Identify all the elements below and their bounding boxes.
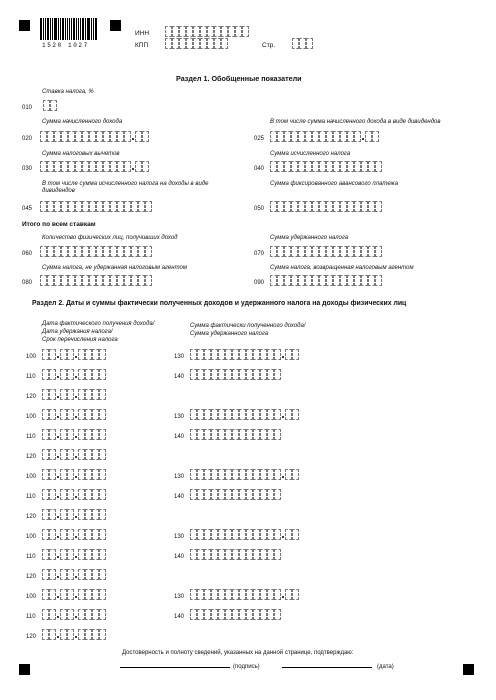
date-field-100-block-2[interactable] <box>42 409 106 421</box>
fixed-advance-field[interactable] <box>270 201 382 213</box>
code-130-block-1: 130 <box>174 354 185 360</box>
code-110-block-1: 110 <box>26 374 36 380</box>
code-120-block-5: 120 <box>26 634 37 640</box>
date-field-110-block-4[interactable] <box>42 549 106 561</box>
registration-marker-bottom-right <box>463 664 474 675</box>
code-110-block-3: 110 <box>26 494 36 500</box>
code-140-block-1: 140 <box>174 374 185 380</box>
date-field-100-block-1[interactable] <box>42 349 106 361</box>
sums-label-line1: Сумма фактически полученного дохода/ <box>190 323 306 329</box>
date-field-110-block-5[interactable] <box>42 609 106 621</box>
code-050: 050 <box>254 206 265 212</box>
income-sum-field-block-1[interactable] <box>190 349 299 361</box>
date-field-110-block-2[interactable] <box>42 429 106 441</box>
code-140-block-3: 140 <box>174 494 185 500</box>
sums-label-line2: Сумма удержанного налога <box>190 331 269 337</box>
withheld-tax-label: Сумма удержанного налога <box>270 235 349 241</box>
date-field-110-block-1[interactable] <box>42 369 106 381</box>
date-field-100-block-4[interactable] <box>42 529 106 541</box>
signature-line[interactable] <box>120 667 230 668</box>
calculated-tax-field[interactable] <box>270 161 382 173</box>
totals-title: Итого по всем ставкам <box>22 221 96 228</box>
persons-count-label: Количество физических лиц, получивших доход <box>42 235 178 241</box>
section2-title: Раздел 2. Даты и суммы фактически полученных доходов и удержанного налога на доходы физических лиц <box>32 300 407 307</box>
code-100-block-2: 100 <box>26 414 37 420</box>
date-field-120-block-1[interactable] <box>42 389 106 401</box>
calculated-tax-label: Сумма исчисленного налога <box>270 151 351 157</box>
registration-marker-bottom-left <box>19 664 30 675</box>
confirm-text: Достоверность и полноту сведений, указанных на данной странице, подтверждаю: <box>122 650 354 656</box>
deductions-field[interactable] <box>40 161 149 173</box>
kpp-field[interactable] <box>165 38 228 50</box>
not-withheld-field[interactable] <box>40 275 152 287</box>
code-030: 030 <box>22 166 33 172</box>
code-120-block-4: 120 <box>26 574 37 580</box>
code-140-block-4: 140 <box>174 554 185 560</box>
code-130-block-3: 130 <box>174 474 185 480</box>
code-120-block-1: 120 <box>26 394 37 400</box>
withheld-tax-field[interactable] <box>270 246 382 258</box>
code-080: 080 <box>22 280 33 286</box>
date-field-120-block-3[interactable] <box>42 509 106 521</box>
fixed-advance-label: Сумма фиксированного авансового платежа <box>270 181 399 187</box>
date-line[interactable] <box>282 667 372 668</box>
accrued-income-field[interactable] <box>40 131 149 143</box>
section1-title: Раздел 1. Обобщенные показатели <box>176 74 302 83</box>
deductions-label: Сумма налоговых вычетов <box>42 151 120 157</box>
date-field-120-block-5[interactable] <box>42 629 106 641</box>
dates-label-line3: Срок перечисления налога <box>42 337 118 343</box>
code-020: 020 <box>22 136 33 142</box>
dividends-income-label: В том числе сумма начисленного дохода в виде дивидендов <box>270 119 441 125</box>
dates-label-line2: Дата удержания налога/ <box>42 329 113 335</box>
tax-rate-field[interactable] <box>43 100 57 112</box>
code-100-block-1: 100 <box>26 354 37 360</box>
withheld-sum-field-block-3[interactable] <box>190 489 281 501</box>
persons-count-field[interactable] <box>40 246 152 258</box>
income-sum-field-block-4[interactable] <box>190 529 299 541</box>
code-025: 025 <box>254 136 265 142</box>
code-045: 045 <box>22 206 33 212</box>
date-field-120-block-2[interactable] <box>42 449 106 461</box>
code-110-block-2: 110 <box>26 434 36 440</box>
barcode-number: 1520 1027 <box>42 42 89 49</box>
not-withheld-label: Сумма налога, не удержанная налоговым агентом <box>42 265 187 271</box>
page-label: Стр. <box>262 42 276 49</box>
inn-field[interactable] <box>165 26 249 38</box>
withheld-sum-field-block-2[interactable] <box>190 429 281 441</box>
code-110-block-4: 110 <box>26 554 36 560</box>
code-140-block-2: 140 <box>174 434 185 440</box>
code-070: 070 <box>254 251 265 257</box>
signature-label: (подпись) <box>233 664 260 670</box>
accrued-income-label: Сумма начисленного дохода <box>42 119 123 125</box>
code-060: 060 <box>22 251 33 257</box>
date-field-100-block-3[interactable] <box>42 469 106 481</box>
dividends-tax-field[interactable] <box>40 201 152 213</box>
code-120-block-2: 120 <box>26 454 37 460</box>
registration-marker-top-left <box>19 20 30 31</box>
income-sum-field-block-5[interactable] <box>190 589 299 601</box>
dividends-tax-label: В том числе сумма исчисленного налога на доходы в виде дивидендов <box>42 181 209 194</box>
inn-label: ИНН <box>135 30 150 37</box>
withheld-sum-field-block-5[interactable] <box>190 609 281 621</box>
code-130-block-2: 130 <box>174 414 185 420</box>
registration-marker-top-right <box>110 20 121 31</box>
kpp-label: КПП <box>135 42 149 49</box>
code-100-block-3: 100 <box>26 474 37 480</box>
code-130-block-5: 130 <box>174 594 185 600</box>
code-110-block-5: 110 <box>26 614 36 620</box>
code-130-block-4: 130 <box>174 534 185 540</box>
tax-rate-label: Ставка налога, % <box>42 89 94 95</box>
income-sum-field-block-2[interactable] <box>190 409 299 421</box>
date-field-100-block-5[interactable] <box>42 589 106 601</box>
code-090: 090 <box>254 280 265 286</box>
date-field-120-block-4[interactable] <box>42 569 106 581</box>
withheld-sum-field-block-1[interactable] <box>190 369 281 381</box>
page-number-field[interactable] <box>292 38 313 50</box>
returned-tax-label: Сумма налога, возвращенная налоговым агентом <box>270 265 414 271</box>
date-field-110-block-3[interactable] <box>42 489 106 501</box>
returned-tax-field[interactable] <box>270 275 382 287</box>
code-120-block-3: 120 <box>26 514 37 520</box>
barcode-image <box>40 18 98 40</box>
dividends-income-field[interactable] <box>270 131 379 143</box>
income-sum-field-block-3[interactable] <box>190 469 299 481</box>
dates-label-line1: Дата фактического получения дохода/ <box>42 321 155 327</box>
code-040: 040 <box>254 166 265 172</box>
code-100-block-5: 100 <box>26 594 37 600</box>
code-010: 010 <box>22 105 33 111</box>
code-140-block-5: 140 <box>174 614 185 620</box>
withheld-sum-field-block-4[interactable] <box>190 549 281 561</box>
code-100-block-4: 100 <box>26 534 37 540</box>
date-label: (дата) <box>377 664 394 670</box>
